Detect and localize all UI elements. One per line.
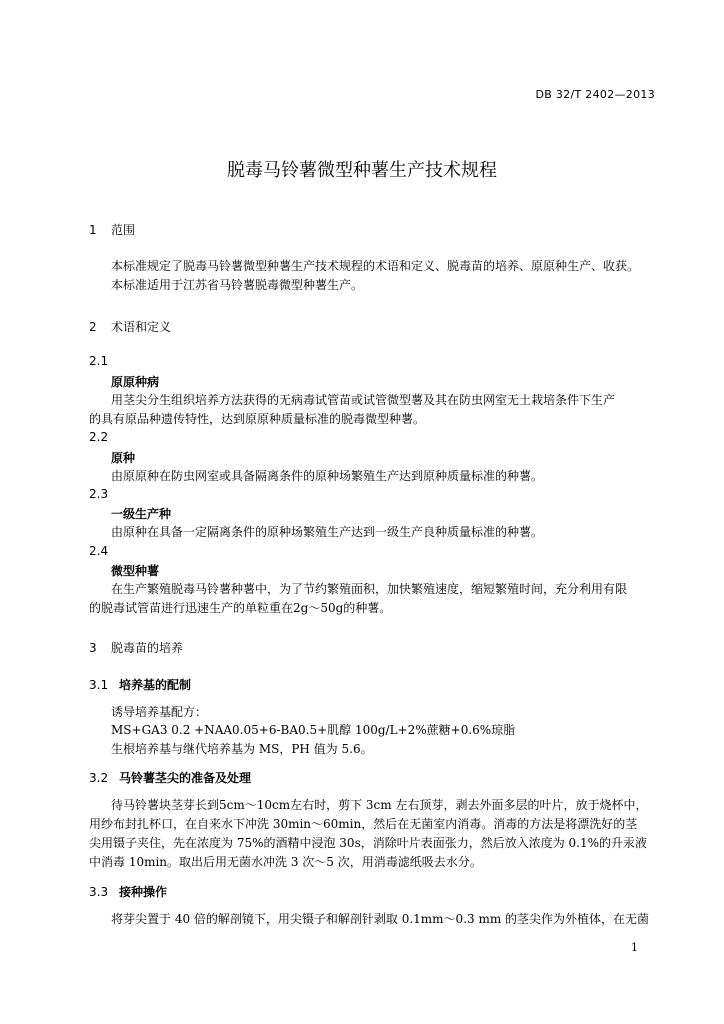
subsection-title: 马铃薯茎尖的准备及处理 [119,771,252,785]
paragraph-line: 的具有原品种遗传特性，达到原原种质量标准的脱毒微型种薯。 [89,412,426,426]
paragraph-line: 中消毒 10min。取出后用无菌水冲洗 3 次～5 次，用消毒滤纸吸去水分。 [89,855,482,869]
subsection-number: 3.1 [89,678,109,692]
term-number: 2.2 [89,430,109,444]
section-title: 脱毒苗的培养 [111,641,184,655]
standard-code: DB 32/T 2402—2013 [535,88,655,101]
section-title: 范围 [111,223,136,237]
subsection-3-3-heading [89,883,167,900]
subsection-title: 培养基的配制 [119,678,192,692]
paragraph-line: 尖用镊子夹住，先在浓度为 75%的酒精中浸泡 30s，消除叶片表面张力，然后放入浓度为 0.1%的升汞液 [89,836,648,850]
section-2-heading [89,318,171,335]
paragraph-line: 由原原种在防虫网室或具备隔离条件的原种场繁殖生产达到原种质量标准的种薯。 [111,469,544,483]
paragraph-line: 在生产繁殖脱毒马铃薯种薯中，为了节约繁殖面积，加快繁殖速度，缩短繁殖时间，充分利用有限 [111,582,628,596]
paragraph-line: 将芽尖置于 40 倍的解剖镜下，用尖镊子和解剖针剥取 0.1mm～0.3 mm 的茎尖作为外植体，在无菌 [111,912,650,926]
term-name: 原原种病 [111,375,160,389]
section-number: 1 [89,223,97,237]
paragraph-line: 用茎尖分生组织培养方法获得的无病毒试管苗或试管微型薯及其在防虫网室无土栽培条件下生产 [111,393,616,407]
term-name: 一级生产种 [111,507,172,521]
paragraph-line: 的脱毒试管苗进行迅速生产的单粒重在2g～50g的种薯。 [89,601,392,615]
section-number: 3 [89,641,97,655]
subsection-number: 3.2 [89,771,109,785]
term-name: 微型种薯 [111,564,160,578]
paragraph-line: 由原种在具备一定隔离条件的原种场繁殖生产达到一级生产良种质量标准的种薯。 [111,525,544,539]
paragraph-line: 生根培养基与继代培养基为 MS，PH 值为 5.6。 [111,742,373,756]
page-number: 1 [631,941,638,954]
section-number: 2 [89,320,97,334]
paragraph-line: 待马铃薯块茎芽长到5cm～10cm左右时，剪下 3cm 左右顶芽，剥去外面多层的叶片，放于烧杯中， [111,798,648,812]
section-title: 术语和定义 [111,320,172,334]
paragraph-line: MS+GA3 0.2 +NAA0.05+6-BA0.5+肌醇 100g/L+2%蔗糖+0.6%琼脂 [111,723,516,737]
document-title: 脱毒马铃薯微型种薯生产技术规程 [227,160,497,181]
subsection-number: 3.3 [89,885,109,899]
section-3-heading [89,639,183,656]
term-number: 2.3 [89,487,109,501]
term-number: 2.4 [89,544,109,558]
term-number: 2.1 [89,354,109,368]
subsection-title: 接种操作 [119,885,168,899]
term-name: 原种 [111,451,136,465]
paragraph-line: 用纱布封扎杯口，在自来水下冲洗 30min～60min，然后在无菌室内消毒。消毒的方法是将漂洗好的茎 [89,817,638,831]
section-1-heading [89,221,135,238]
subsection-3-1-heading [89,676,191,693]
paragraph-line: 本标准规定了脱毒马铃薯微型种薯生产技术规程的术语和定义、脱毒苗的培养、原原种生产、收获。 [111,259,640,273]
subsection-3-2-heading [89,769,251,786]
paragraph-line: 诱导培养基配方： [111,705,208,719]
paragraph-line: 本标准适用于江苏省马铃薯脱毒微型种薯生产。 [111,278,364,292]
